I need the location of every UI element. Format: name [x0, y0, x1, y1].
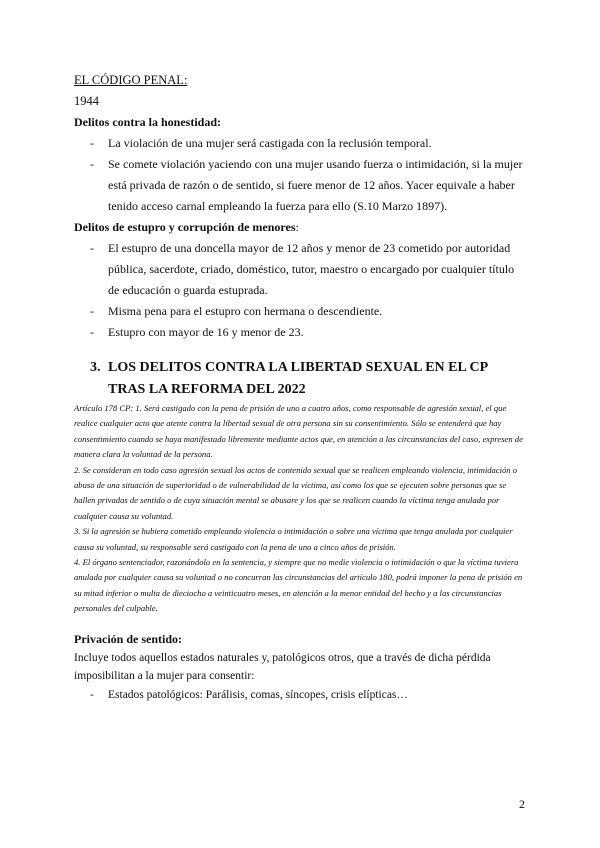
code-title	[74, 70, 526, 91]
honestidad-heading: Delitos contra la honestidad:	[74, 115, 221, 129]
list-item: - El estupro de una doncella mayor de 12 años y menor de 23 cometido por autoridad pública, sacerdote, criado, doméstico, tutor, maestro o encargado por cualquier título de educación o guarda estuprada.	[74, 238, 526, 301]
estupro-list	[74, 238, 526, 343]
code-title-colon: :	[183, 73, 188, 87]
privacion-text: Incluye todos aquellos estados naturales y, patológicos otros, que a través de dicha pérdida imposibilitan a la mujer para consentir:	[74, 651, 491, 682]
section-title: LOS DELITOS CONTRA LA LIBERTAD SEXUAL EN EL CP TRAS LA REFORMA DEL 2022	[108, 360, 488, 397]
honestidad-list	[74, 133, 526, 217]
year: 1944	[74, 94, 99, 108]
estupro-heading	[74, 217, 526, 238]
estupro-heading-colon: :	[295, 220, 299, 234]
article-178-quote	[74, 401, 526, 617]
list-item: - Estados patológicos: Parálisis, comas, síncopes, crisis elípticas…	[74, 685, 526, 705]
list-item: - Estupro con mayor de 16 y menor de 23.	[74, 322, 526, 343]
article-paragraph: 4. El órgano sentenciador, razonándolo en la sentencia, y siempre que no medie violencia o intimidación o que la víctima tuviera anulada por cualquier causa su voluntad o no concurran las circunstancias del artículo 180, podrá imponer la pena de prisión en su mitad inferior o multa de dieciocho a veinticuatro meses, en atención a la menor entidad del hecho y a las circunstancias personales del culpable.	[74, 557, 523, 614]
section-number: 3.	[90, 360, 101, 375]
privacion-list	[74, 685, 526, 705]
code-title-text: EL CÓDIGO PENAL	[74, 73, 184, 87]
list-item: - Se comete violación yaciendo con una mujer usando fuerza o intimidación, si la mujer está privada de razón o de sentido, si fuere menor de 12 años. Yacer equivale a haber tenido acceso carnal empleando la fuerza para ello (S.10 Marzo 1897).	[74, 154, 526, 217]
estupro-heading-text: Delitos de estupro y corrupción de menores	[74, 220, 296, 234]
list-item: - Misma pena para el estupro con hermana o descendiente.	[74, 301, 526, 322]
privacion-heading: Privación de sentido:	[74, 631, 182, 646]
page-number: 2	[519, 797, 525, 811]
section-3-heading	[74, 357, 526, 401]
list-item: - La violación de una mujer será castigada con la reclusión temporal.	[74, 133, 526, 154]
article-paragraph: 2. Se consideran en todo caso agresión sexual los actos de contenido sexual que se realicen empleando violencia, intimidación o abuso de una situación de superioridad o de vulnerabilidad de la víctima, así como los que se ejecuten sobre personas que se hallen privadas de sentido o de cuya situación mental se abusare y los que se realicen cuando la víctima tenga anulada por cualquier causa su voluntad.	[74, 464, 518, 521]
page-content	[74, 70, 526, 705]
article-paragraph: Artículo 178 CP: 1. Será castigado con la pena de prisión de uno a cuatro años, como responsable de agresión sexual, el que realice cualquier acto que atente contra la libertad sexual de otra persona sin su consentimiento. Sólo se entenderá que hay consentimiento cuando se haya manifestado libremente mediante actos que, en atención a las circunstancias del caso, expresen de manera clara la voluntad de la persona.	[74, 403, 523, 460]
article-paragraph: 3. Si la agresión se hubiera cometido empleando violencia o intimidación o sobre una víctima que tenga anulada por cualquier causa su voluntad, su responsable será castigado con la pena de uno a cinco años de prisión.	[74, 526, 513, 552]
